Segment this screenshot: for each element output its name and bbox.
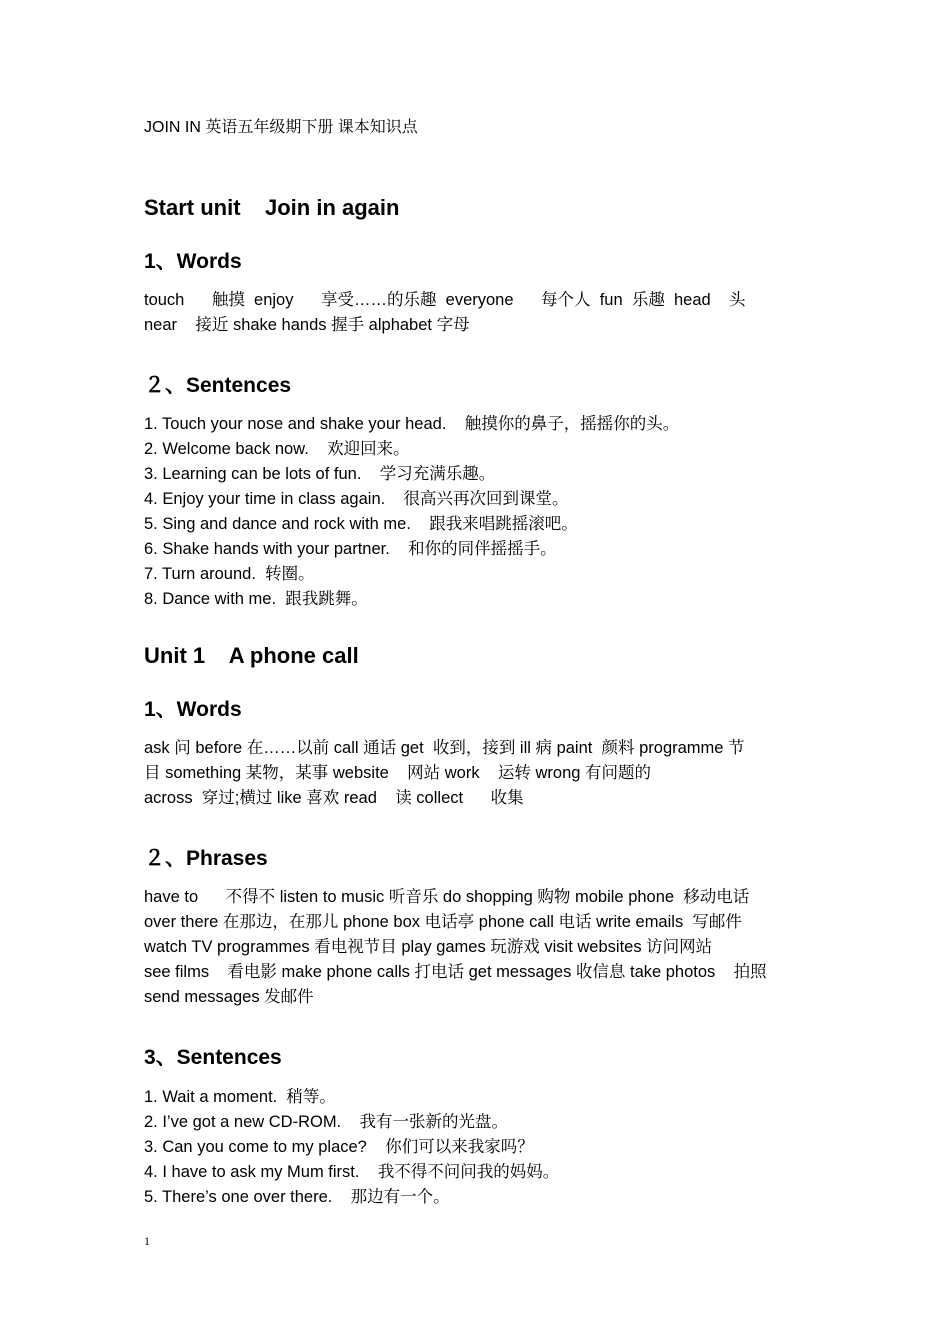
phrases-line: see films 看电影 make phone calls 打电话 get messages 收信息 take photos 拍照 (144, 963, 767, 981)
start-unit-sentences-heading: ２、Sentences (144, 374, 292, 397)
unit1-words-paragraph (144, 736, 808, 811)
sentence-item: 3. Learning can be lots of fun. 学习充满乐趣。 (144, 465, 496, 483)
sentence-item: 6. Shake hands with your partner. 和你的同伴摇摇手。 (144, 540, 557, 558)
sentence-item: 5. There’s one over there. 那边有一个。 (144, 1188, 450, 1206)
unit1-sentences-list (144, 1085, 559, 1210)
phrases-line: over there 在那边，在那儿 phone box 电话亭 phone call 电话 write emails 写邮件 (144, 913, 742, 931)
sentence-item: 8. Dance with me. 跟我跳舞。 (144, 590, 368, 608)
start-unit-heading: Start unit Join in again (144, 195, 400, 220)
sentence-item: 1. Touch your nose and shake your head. 触摸你的鼻子，摇摇你的头。 (144, 415, 680, 433)
phrases-line: watch TV programmes 看电视节目 play games 玩游戏 visit websites 访问网站 (144, 938, 713, 956)
start-unit-words-paragraph (144, 288, 808, 338)
sentence-item: 4. I have to ask my Mum first. 我不得不问问我的妈妈。 (144, 1163, 560, 1181)
sentence-item: 2. Welcome back now. 欢迎回来。 (144, 440, 410, 458)
unit1-heading: Unit 1 A phone call (144, 643, 359, 668)
start-unit-words-heading: 1、Words (144, 250, 242, 273)
sentence-item: 3. Can you come to my place? 你们可以来我家吗？ (144, 1138, 534, 1156)
words-line: 目 something 某物，某事 website 网站 work 运转 wrong 有问题的 (144, 764, 652, 782)
words-line: near 接近 shake hands 握手 alphabet 字母 (144, 316, 470, 334)
unit1-phrases-heading: ２、Phrases (144, 847, 268, 870)
sentence-item: 4. Enjoy your time in class again. 很高兴再次回到课堂。 (144, 490, 569, 508)
phrases-line: have to 不得不 listen to music 听音乐 do shopping 购物 mobile phone 移动电话 (144, 888, 750, 906)
words-line: touch 触摸 enjoy 享受……的乐趣 everyone 每个人 fun 乐趣 head 头 (144, 291, 746, 309)
sentence-item: 5. Sing and dance and rock with me. 跟我来唱跳摇滚吧。 (144, 515, 578, 533)
sentence-item: 1. Wait a moment. 稍等。 (144, 1088, 336, 1106)
page-number: 1 (144, 1234, 150, 1248)
start-unit-sentences-list (144, 412, 679, 612)
sentence-item: 2. I’ve got a new CD-ROM. 我有一张新的光盘。 (144, 1113, 508, 1131)
document-title: JOIN IN 英语五年级期下册 课本知识点 (144, 119, 418, 136)
words-line: across 穿过;横过 like 喜欢 read 读 collect 收集 (144, 789, 524, 807)
unit1-phrases-paragraph (144, 885, 808, 1010)
sentence-item: 7. Turn around. 转圈。 (144, 565, 315, 583)
words-line: ask 问 before 在……以前 call 通话 get 收到，接到 ill 病 paint 颜料 programme 节 (144, 739, 745, 757)
phrases-line: send messages 发邮件 (144, 988, 314, 1006)
unit1-words-heading: 1、Words (144, 698, 242, 721)
unit1-sentences-heading: 3、Sentences (144, 1046, 282, 1069)
